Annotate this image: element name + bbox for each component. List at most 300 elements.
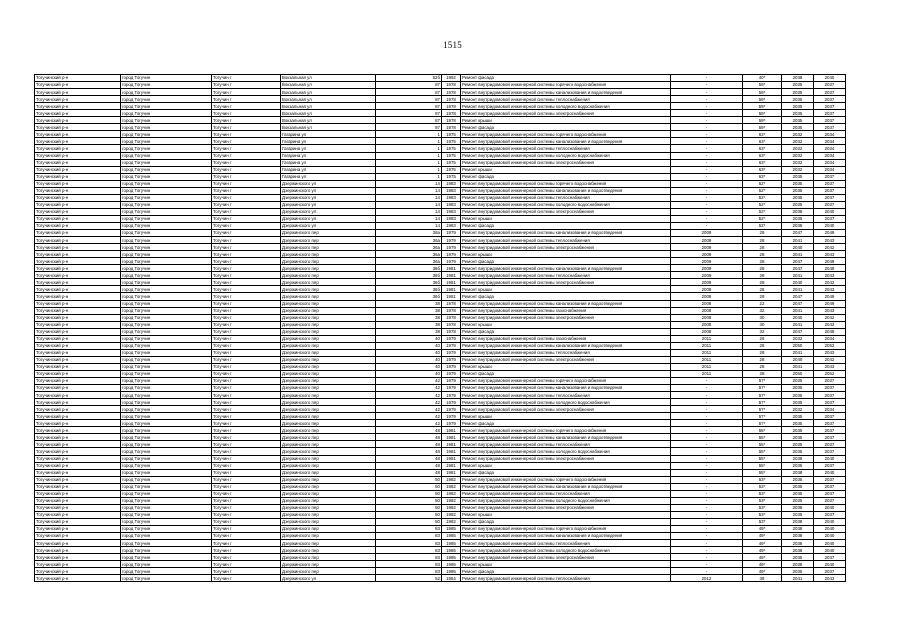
cell-district: Тогучинский р-н [35, 413, 121, 420]
cell-last-repair-year: - [671, 201, 743, 208]
cell-last-repair-year: 2011 [671, 363, 743, 370]
cell-district: Тогучинский р-н [35, 511, 121, 518]
cell-wear: 30 [743, 321, 782, 328]
table-row [35, 554, 846, 561]
cell-house-number: 1 [376, 131, 442, 138]
cell-house-number: 50 [376, 504, 442, 511]
cell-locality: Тогучин г [212, 300, 281, 307]
cell-municipality: город Тогучин [121, 251, 212, 258]
cell-district: Тогучинский р-н [35, 187, 121, 194]
table-row [35, 561, 846, 568]
cell-last-repair-year: - [671, 124, 743, 131]
cell-district: Тогучинский р-н [35, 448, 121, 455]
cell-street: Гагарина ул [281, 131, 376, 138]
cell-last-repair-year: 2009 [671, 251, 743, 258]
cell-build-year: 1975 [442, 145, 461, 152]
cell-plan-start-year: 2035 [782, 194, 814, 201]
cell-street: Дзержинского пер [281, 434, 376, 441]
cell-work-type: Ремонт внутридомовой инженерной системы канализования и водоотведения [461, 138, 671, 145]
cell-build-year: 1985 [442, 568, 461, 575]
cell-plan-end-year: 2037 [814, 434, 846, 441]
cell-build-year: 1983 [442, 208, 461, 215]
table-row [35, 526, 846, 533]
cell-plan-start-year: 2038 [782, 75, 814, 82]
cell-street: Дзержинского пер [281, 279, 376, 286]
cell-build-year: 1978 [442, 124, 461, 131]
cell-plan-start-year: 2041 [782, 575, 814, 582]
cell-municipality: город Тогучин [121, 194, 212, 201]
cell-work-type: Ремонт фасада [461, 222, 671, 229]
cell-municipality: город Тогучин [121, 321, 212, 328]
cell-work-type: Ремонт внутридомовой инженерной системы электроснабжения [461, 208, 671, 215]
cell-district: Тогучинский р-н [35, 75, 121, 82]
cell-work-type: Ремонт внутридомовой инженерной системы электроснабжения [461, 504, 671, 511]
cell-street: Дзержинского пер [281, 533, 376, 540]
table-row [35, 75, 846, 82]
cell-district: Тогучинский р-н [35, 483, 121, 490]
cell-locality: Тогучин г [212, 392, 281, 399]
cell-municipality: город Тогучин [121, 265, 212, 272]
cell-locality: Тогучин г [212, 138, 281, 145]
table-row [35, 434, 846, 441]
cell-plan-end-year: 2040 [814, 547, 846, 554]
cell-work-type: Ремонт внутридомовой инженерной системы горячего водоснабжения [461, 180, 671, 187]
cell-last-repair-year: - [671, 497, 743, 504]
cell-last-repair-year: - [671, 483, 743, 490]
cell-work-type: Ремонт внутридомовой инженерной системы электроснабжения [461, 314, 671, 321]
cell-last-repair-year: 2009 [671, 279, 743, 286]
table-row [35, 145, 846, 152]
cell-house-number: 50 [376, 483, 442, 490]
cell-wear: 28 [743, 342, 782, 349]
cell-work-type: Ремонт внутридомовой инженерной системы теплоснабжения [461, 441, 671, 448]
cell-last-repair-year: - [671, 131, 743, 138]
cell-plan-start-year: 2050 [782, 342, 814, 349]
cell-locality: Тогучин г [212, 399, 281, 406]
cell-last-repair-year: 2008 [671, 300, 743, 307]
cell-plan-end-year: 2037 [814, 392, 846, 399]
cell-house-number: 83 [376, 526, 442, 533]
table-row [35, 286, 846, 293]
cell-street: Вокзальная ул [281, 82, 376, 89]
cell-municipality: город Тогучин [121, 237, 212, 244]
cell-plan-start-year: 2032 [782, 131, 814, 138]
cell-district: Тогучинский р-н [35, 335, 121, 342]
cell-plan-end-year: 2040 [814, 208, 846, 215]
cell-last-repair-year: - [671, 420, 743, 427]
table-row [35, 173, 846, 180]
cell-last-repair-year: - [671, 462, 743, 469]
cell-locality: Тогучин г [212, 272, 281, 279]
cell-work-type: Ремонт внутридомовой инженерной системы канализования и водоотведения [461, 230, 671, 237]
cell-street: Дзержинского пер [281, 385, 376, 392]
cell-plan-end-year: 2034 [814, 406, 846, 413]
cell-municipality: город Тогучин [121, 82, 212, 89]
cell-municipality: город Тогучин [121, 406, 212, 413]
cell-wear: 63* [743, 166, 782, 173]
cell-last-repair-year: - [671, 152, 743, 159]
cell-street: Дзержинского пер [281, 314, 376, 321]
cell-plan-end-year: 2037 [814, 554, 846, 561]
cell-locality: Тогучин г [212, 159, 281, 166]
cell-street: Гагарина ул [281, 173, 376, 180]
cell-build-year: 1981 [442, 455, 461, 462]
cell-house-number: 42 [376, 392, 442, 399]
cell-last-repair-year: - [671, 145, 743, 152]
table-row [35, 399, 846, 406]
table-row [35, 356, 846, 363]
cell-street: Дзержинского ул [281, 194, 376, 201]
cell-build-year: 1992 [442, 75, 461, 82]
cell-street: Дзержинского пер [281, 237, 376, 244]
cell-locality: Тогучин г [212, 82, 281, 89]
cell-locality: Тогучин г [212, 180, 281, 187]
cell-work-type: Ремонт внутридомовой инженерной системы горячего водоснабжения [461, 82, 671, 89]
cell-plan-end-year: 2037 [814, 462, 846, 469]
cell-municipality: город Тогучин [121, 441, 212, 448]
cell-municipality: город Тогучин [121, 427, 212, 434]
cell-last-repair-year: - [671, 208, 743, 215]
cell-street: Вокзальная ул [281, 124, 376, 131]
cell-street: Гагарина ул [281, 145, 376, 152]
cell-locality: Тогучин г [212, 462, 281, 469]
cell-build-year: 1979 [442, 385, 461, 392]
cell-last-repair-year: 2009 [671, 293, 743, 300]
cell-work-type: Ремонт фасада [461, 75, 671, 82]
cell-house-number: 40 [376, 356, 442, 363]
cell-municipality: город Тогучин [121, 328, 212, 335]
cell-wear: 55* [743, 434, 782, 441]
cell-district: Тогучинский р-н [35, 526, 121, 533]
cell-street: Дзержинского пер [281, 258, 376, 265]
cell-work-type: Ремонт внутридомовой инженерной системы электроснабжения [461, 159, 671, 166]
cell-plan-end-year: 2037 [814, 201, 846, 208]
cell-plan-end-year: 2040 [814, 222, 846, 229]
cell-work-type: Ремонт внутридомовой инженерной системы электроснабжения [461, 110, 671, 117]
cell-district: Тогучинский р-н [35, 89, 121, 96]
cell-plan-start-year: 2040 [782, 244, 814, 251]
cell-work-type: Ремонт внутридомовой инженерной системы электроснабжения [461, 356, 671, 363]
cell-street: Дзержинского пер [281, 251, 376, 258]
cell-municipality: город Тогучин [121, 201, 212, 208]
cell-work-type: Ремонт внутридомовой инженерной системы электроснабжения [461, 406, 671, 413]
cell-locality: Тогучин г [212, 427, 281, 434]
table-row [35, 180, 846, 187]
cell-work-type: Ремонт крыши [461, 166, 671, 173]
cell-plan-start-year: 2035 [782, 385, 814, 392]
table-row [35, 272, 846, 279]
cell-district: Тогучинский р-н [35, 265, 121, 272]
table-row [35, 385, 846, 392]
cell-build-year: 1978 [442, 314, 461, 321]
cell-last-repair-year: - [671, 561, 743, 568]
cell-build-year: 1983 [442, 180, 461, 187]
cell-last-repair-year: - [671, 117, 743, 124]
cell-street: Дзержинского ул [281, 208, 376, 215]
table-row [35, 406, 846, 413]
cell-locality: Тогучин г [212, 540, 281, 547]
cell-house-number: 40 [376, 349, 442, 356]
cell-last-repair-year: - [671, 75, 743, 82]
cell-plan-end-year: 2049 [814, 258, 846, 265]
cell-house-number: 14 [376, 194, 442, 201]
cell-wear: 63* [743, 131, 782, 138]
cell-house-number: 40 [376, 342, 442, 349]
table-row [35, 89, 846, 96]
cell-plan-end-year: 2040 [814, 518, 846, 525]
cell-plan-start-year: 2040 [782, 356, 814, 363]
cell-build-year: 1979 [442, 378, 461, 385]
table-row [35, 497, 846, 504]
cell-work-type: Ремонт фасада [461, 518, 671, 525]
cell-wear: 28 [743, 265, 782, 272]
cell-district: Тогучинский р-н [35, 215, 121, 222]
cell-municipality: город Тогучин [121, 180, 212, 187]
cell-plan-start-year: 2032 [782, 406, 814, 413]
cell-wear: 55* [743, 448, 782, 455]
cell-wear: 49* [743, 547, 782, 554]
cell-street: Дзержинского пер [281, 455, 376, 462]
cell-district: Тогучинский р-н [35, 138, 121, 145]
cell-wear: 53* [743, 511, 782, 518]
cell-last-repair-year: - [671, 378, 743, 385]
cell-plan-start-year: 2035 [782, 448, 814, 455]
cell-municipality: город Тогучин [121, 469, 212, 476]
cell-locality: Тогучин г [212, 244, 281, 251]
cell-house-number: 42 [376, 406, 442, 413]
cell-wear: 53* [743, 504, 782, 511]
cell-work-type: Ремонт внутридомовой инженерной системы электроснабжения [461, 279, 671, 286]
cell-municipality: город Тогучин [121, 244, 212, 251]
cell-wear: 59* [743, 124, 782, 131]
cell-municipality: город Тогучин [121, 286, 212, 293]
cell-plan-end-year: 2037 [814, 420, 846, 427]
cell-street: Гагарина ул [281, 159, 376, 166]
table-row [35, 152, 846, 159]
cell-build-year: 1979 [442, 363, 461, 370]
cell-district: Тогучинский р-н [35, 314, 121, 321]
table-row [35, 476, 846, 483]
cell-plan-start-year: 2035 [782, 441, 814, 448]
cell-district: Тогучинский р-н [35, 307, 121, 314]
cell-wear: 22 [743, 300, 782, 307]
table-row [35, 483, 846, 490]
cell-last-repair-year: - [671, 173, 743, 180]
cell-build-year: 1979 [442, 406, 461, 413]
cell-plan-start-year: 2041 [782, 363, 814, 370]
cell-district: Тогучинский р-н [35, 117, 121, 124]
cell-district: Тогучинский р-н [35, 152, 121, 159]
cell-locality: Тогучин г [212, 251, 281, 258]
cell-build-year: 1978 [442, 300, 461, 307]
cell-district: Тогучинский р-н [35, 533, 121, 540]
cell-build-year: 1983 [442, 201, 461, 208]
cell-house-number: 83 [376, 554, 442, 561]
cell-plan-start-year: 2041 [782, 349, 814, 356]
cell-last-repair-year: 2009 [671, 244, 743, 251]
cell-house-number: 50 [376, 490, 442, 497]
cell-plan-start-year: 2035 [782, 89, 814, 96]
cell-municipality: город Тогучин [121, 187, 212, 194]
cell-district: Тогучинский р-н [35, 237, 121, 244]
cell-district: Тогучинский р-н [35, 547, 121, 554]
cell-plan-start-year: 2035 [782, 490, 814, 497]
cell-plan-start-year: 2032 [782, 138, 814, 145]
cell-wear: 59* [743, 110, 782, 117]
table-row [35, 258, 846, 265]
cell-municipality: город Тогучин [121, 392, 212, 399]
cell-house-number: 14 [376, 187, 442, 194]
cell-plan-end-year: 2037 [814, 117, 846, 124]
cell-district: Тогучинский р-н [35, 349, 121, 356]
cell-district: Тогучинский р-н [35, 392, 121, 399]
cell-house-number: 48 [376, 462, 442, 469]
cell-wear: 28 [743, 356, 782, 363]
cell-last-repair-year: - [671, 110, 743, 117]
table-row [35, 540, 846, 547]
cell-locality: Тогучин г [212, 145, 281, 152]
cell-work-type: Ремонт внутридомовой инженерной системы теплоснабжения [461, 575, 671, 582]
cell-work-type: Ремонт внутридомовой инженерной системы холодного водоснабжения [461, 103, 671, 110]
cell-build-year: 1981 [442, 279, 461, 286]
cell-last-repair-year: - [671, 540, 743, 547]
cell-municipality: город Тогучин [121, 89, 212, 96]
table-row [35, 448, 846, 455]
cell-municipality: город Тогучин [121, 568, 212, 575]
cell-plan-start-year: 2035 [782, 434, 814, 441]
cell-municipality: город Тогучин [121, 173, 212, 180]
cell-house-number: 83 [376, 568, 442, 575]
cell-wear: 55* [743, 462, 782, 469]
cell-last-repair-year: 2012 [671, 575, 743, 582]
cell-wear: 28 [743, 272, 782, 279]
cell-plan-end-year: 2042 [814, 356, 846, 363]
cell-build-year: 1981 [442, 441, 461, 448]
cell-district: Тогучинский р-н [35, 561, 121, 568]
cell-house-number: 14 [376, 222, 442, 229]
cell-locality: Тогучин г [212, 215, 281, 222]
cell-street: Дзержинского пер [281, 378, 376, 385]
cell-plan-end-year: 2037 [814, 96, 846, 103]
cell-last-repair-year: 2009 [671, 230, 743, 237]
cell-plan-start-year: 2047 [782, 293, 814, 300]
cell-last-repair-year: - [671, 406, 743, 413]
cell-plan-end-year: 2040 [814, 533, 846, 540]
cell-plan-start-year: 2038 [782, 469, 814, 476]
cell-wear: 53* [743, 476, 782, 483]
cell-plan-end-year: 2043 [814, 307, 846, 314]
cell-wear: 52* [743, 215, 782, 222]
cell-build-year: 1975 [442, 138, 461, 145]
cell-street: Гагарина ул [281, 138, 376, 145]
cell-house-number: 40 [376, 370, 442, 377]
cell-work-type: Ремонт крыши [461, 251, 671, 258]
cell-build-year: 1978 [442, 110, 461, 117]
cell-municipality: город Тогучин [121, 575, 212, 582]
cell-municipality: город Тогучин [121, 145, 212, 152]
cell-work-type: Ремонт внутридомовой инженерной системы канализования и водоотведения [461, 187, 671, 194]
cell-wear: 57* [743, 399, 782, 406]
cell-district: Тогучинский р-н [35, 251, 121, 258]
cell-district: Тогучинский р-н [35, 504, 121, 511]
cell-plan-end-year: 2040 [814, 455, 846, 462]
cell-last-repair-year: - [671, 392, 743, 399]
cell-plan-start-year: 2038 [782, 540, 814, 547]
cell-house-number: 36б [376, 279, 442, 286]
cell-plan-end-year: 2034 [814, 131, 846, 138]
table-row [35, 293, 846, 300]
cell-last-repair-year: - [671, 434, 743, 441]
cell-municipality: город Тогучин [121, 455, 212, 462]
cell-municipality: город Тогучин [121, 504, 212, 511]
cell-plan-start-year: 2035 [782, 554, 814, 561]
cell-build-year: 1981 [442, 462, 461, 469]
table-row [35, 251, 846, 258]
cell-work-type: Ремонт внутридомовой инженерной системы теплоснабжения [461, 540, 671, 547]
cell-plan-end-year: 2037 [814, 173, 846, 180]
cell-plan-start-year: 2032 [782, 166, 814, 173]
cell-plan-end-year: 2037 [814, 385, 846, 392]
cell-house-number: 1 [376, 173, 442, 180]
table-row [35, 265, 846, 272]
cell-locality: Тогучин г [212, 314, 281, 321]
cell-build-year: 1978 [442, 103, 461, 110]
cell-plan-end-year: 2037 [814, 110, 846, 117]
cell-district: Тогучинский р-н [35, 469, 121, 476]
cell-house-number: 87 [376, 124, 442, 131]
cell-plan-end-year: 2043 [814, 286, 846, 293]
cell-build-year: 1981 [442, 448, 461, 455]
cell-house-number: 36а [376, 251, 442, 258]
cell-district: Тогучинский р-н [35, 96, 121, 103]
cell-wear: 49* [743, 526, 782, 533]
cell-last-repair-year: - [671, 222, 743, 229]
cell-plan-start-year: 2050 [782, 370, 814, 377]
cell-street: Вокзальная ул [281, 117, 376, 124]
cell-municipality: город Тогучин [121, 356, 212, 363]
table-row [35, 568, 846, 575]
cell-locality: Тогучин г [212, 448, 281, 455]
cell-municipality: город Тогучин [121, 554, 212, 561]
table-row [35, 124, 846, 131]
cell-work-type: Ремонт внутридомовой инженерной системы холодного водоснабжения [461, 201, 671, 208]
cell-street: Дзержинского пер [281, 272, 376, 279]
cell-locality: Тогучин г [212, 103, 281, 110]
cell-plan-start-year: 2032 [782, 159, 814, 166]
cell-district: Тогучинский р-н [35, 370, 121, 377]
cell-house-number: 83 [376, 533, 442, 540]
cell-district: Тогучинский р-н [35, 420, 121, 427]
cell-plan-end-year: 2040 [814, 561, 846, 568]
cell-last-repair-year: 2008 [671, 307, 743, 314]
cell-plan-start-year: 2035 [782, 173, 814, 180]
cell-municipality: город Тогучин [121, 342, 212, 349]
cell-wear: 40* [743, 75, 782, 82]
cell-house-number: 36а [376, 230, 442, 237]
cell-plan-end-year: 2037 [814, 568, 846, 575]
cell-wear: 57* [743, 406, 782, 413]
cell-plan-start-year: 2032 [782, 152, 814, 159]
cell-build-year: 1979 [442, 342, 461, 349]
cell-street: Дзержинского пер [281, 335, 376, 342]
table-row [35, 138, 846, 145]
table-row [35, 82, 846, 89]
cell-work-type: Ремонт внутридомовой инженерной системы горячего водоснабжения [461, 476, 671, 483]
table-row [35, 110, 846, 117]
cell-work-type: Ремонт внутридомовой инженерной системы теплоснабжения [461, 96, 671, 103]
cell-plan-start-year: 2035 [782, 420, 814, 427]
cell-street: Дзержинского пер [281, 413, 376, 420]
